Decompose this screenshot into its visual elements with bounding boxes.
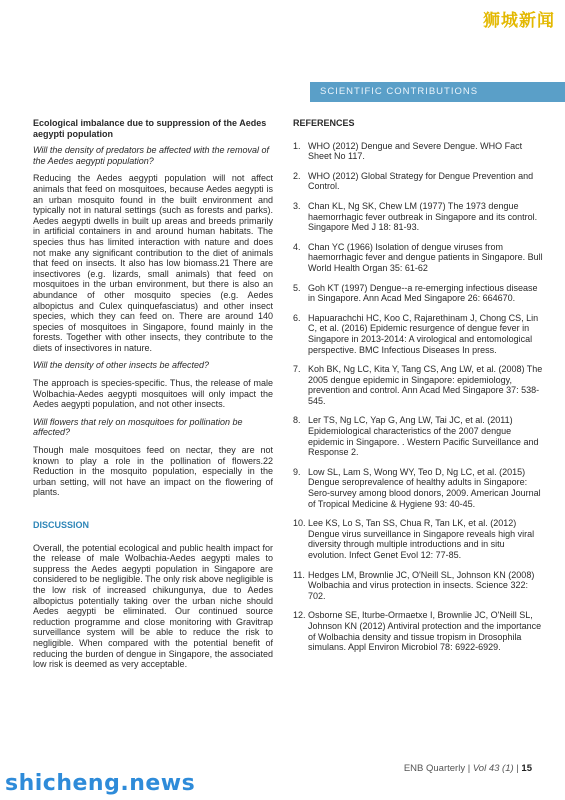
discussion-heading: DISCUSSION	[33, 520, 90, 530]
reference-number: 10.	[293, 518, 306, 529]
reference-item	[293, 242, 543, 274]
reference-number: 9.	[293, 466, 301, 477]
reference-item	[293, 610, 543, 652]
question-predators: Will the density of predators be affected with the removal of the Aedes aegypti population?	[33, 145, 270, 166]
reference-number: 8.	[293, 415, 301, 426]
reference-item	[293, 141, 543, 162]
paragraph-flowers: Though male mosquitoes feed on nectar, they are not known to play a role in the pollination of flowers.22 Reduction in the mosquito population, especially in the urban setting, will not have an impact on the flowering of plants.	[33, 445, 273, 498]
reference-number: 2.	[293, 170, 301, 181]
reference-number: 6.	[293, 312, 301, 323]
reference-text: Hedges LM, Brownlie JC, O'Neill SL, Johnson KN (2008) Wolbachia and virus protection in insects. Science 322: 702.	[308, 569, 535, 601]
reference-number: 12.	[293, 610, 306, 621]
reference-text: Ler TS, Ng LC, Yap G, Ang LW, Tai JC, et al. (2011) Epidemiological characteristics of the 2007 dengue epidemic in Singapore. . Western Pacific Surveillance and Response 2.	[308, 415, 539, 458]
references-heading: REFERENCES	[293, 118, 355, 128]
reference-number: 11.	[293, 569, 305, 580]
reference-item	[293, 283, 543, 304]
left-column	[33, 118, 273, 677]
section-heading: Ecological imbalance due to suppression of the Aedes aegypti population	[33, 118, 267, 139]
reference-item	[293, 364, 543, 406]
paragraph-insects: The approach is species-specific. Thus, the release of male Wolbachia-Aedes aegypti mosquitoes will only impact the Aedes aegypti population, and not other insects.	[33, 378, 273, 410]
references-list	[293, 141, 543, 653]
reference-item	[293, 518, 543, 560]
reference-text: Chan KL, Ng SK, Chew LM (1977) The 1973 dengue haemorrhagic fever outbreak in Singapore and its control. Singapore Med J 18: 81-93.	[308, 200, 538, 233]
paragraph-discussion: Overall, the potential ecological and public health impact for the release of male Wolbachia-Aedes aegypti males to suppress the Aedes aegypti population in Singapore are considered to be negligible. The only risk above negligible is the low risk of increased chikungunya, due to Aedes albopictus potentially taking over the urban niche should Aedes aegypti be eliminated. Our continued source reduction programme and close monitoring with Gravitrap surveillance system will be able to reduce the risk to negligible. When compared with the potential benefit of reducing the burden of dengue in Singapore, the associated low risk is deemed as very acceptable.	[33, 542, 273, 670]
reference-item	[293, 313, 543, 355]
reference-number: 5.	[293, 282, 301, 293]
reference-number: 4.	[293, 241, 301, 252]
question-insects: Will the density of other insects be affected?	[33, 360, 210, 371]
reference-item	[293, 415, 543, 457]
section-banner: SCIENTIFIC CONTRIBUTIONS	[310, 82, 565, 102]
reference-text: WHO (2012) Global Strategy for Dengue Prevention and Control.	[308, 170, 534, 192]
reference-text: Chan YC (1966) Isolation of dengue viruses from haemorrhagic fever and dengue patients in Singapore. Bull World Health Organ 35: 61-62	[308, 241, 543, 273]
reference-number: 3.	[293, 200, 301, 211]
reference-item	[293, 570, 543, 602]
reference-text: Low SL, Lam S, Wong WY, Teo D, Ng LC, et al. (2015) Dengue seroprevalence of healthy adults in Singapore: Sero-survey among blood donors, 2009. American Journal of Tropical Medicine & Hygiene 93: 40-45.	[308, 466, 541, 509]
footer-publication: ENB Quarterly	[403, 763, 466, 774]
reference-text: WHO (2012) Dengue and Severe Dengue. WHO Fact Sheet No 117.	[308, 140, 523, 162]
footer-sep-2: |	[516, 763, 522, 774]
reference-text: Lee KS, Lo S, Tan SS, Chua R, Tan LK, et al. (2012) Dengue virus surveillance in Singapore reveals high viral diversity through multiple introductions and in situ evolution. Infect Genet Evol 12: 77-85.	[308, 518, 535, 560]
footer-sep-1: |	[467, 763, 473, 774]
reference-text: Hapuarachchi HC, Koo C, Rajarethinam J, Chong CS, Lin C, et al. (2016) Epidemic resurgence of dengue fever in Singapore in 2013-2014: A virological and entomological perspective. BMC Infectious Diseases In press.	[308, 312, 539, 355]
reference-text: Goh KT (1997) Dengue--a re-emerging infectious disease in Singapore. Ann Acad Med Singapore 26: 664670.	[308, 282, 538, 304]
question-flowers: Will flowers that rely on mosquitoes for pollination be affected?	[33, 416, 243, 438]
reference-item	[293, 171, 543, 192]
page-footer	[404, 763, 532, 774]
footer-page-number: 15	[521, 763, 532, 774]
reference-item	[293, 467, 543, 509]
watermark-logo: shicheng.news	[5, 771, 196, 796]
reference-item	[293, 201, 543, 233]
reference-number: 7.	[293, 364, 301, 375]
reference-number: 1.	[293, 140, 301, 151]
footer-volume: Vol 43 (1)	[472, 763, 514, 774]
reference-text: Osborne SE, Iturbe-Ormaetxe I, Brownlie JC, O'Neill SL, Johnson KN (2012) Antiviral protection and the importance of Wolbachia density and tissue tropism in Drosophila simulans. Appl Environ Microbiol 78: 6922-6929.	[308, 610, 542, 653]
reference-text: Koh BK, Ng LC, Kita Y, Tang CS, Ang LW, et al. (2008) The 2005 dengue epidemic in Singapore: epidemiology, prevention and control. Ann Acad Med Singapore 37: 538-545.	[308, 364, 543, 406]
corner-logo: 狮城新闻	[483, 11, 555, 31]
right-column	[293, 118, 543, 662]
paragraph-predators: Reducing the Aedes aegypti population will not affect animals that feed on mosquitoes, because Aedes aegypti is an urban mosquito found in the built environment and typically not in natural settings (such as forests and parks). Aedes aegypti dwells in built up areas and breeds primarily in artificial containers in and around human habitats. The species thus has limited interaction with nature and does not make any significant contribution to the diet of animals that feed on insects. It also has low biomass.21 There are insectivores (e.g. lizards, small animals) that feed on mosquitoes in the urban environment, but there is also an abundance of other mosquito species (e.g. Aedes albopictus and Culex quinquefasciatus) and other insect species, which they can feed on. There are around 140 species of mosquitoes in Singapore, found mainly in the forests. Together with other insects, they contribute to the diets of insectivores in nature.	[33, 173, 273, 353]
